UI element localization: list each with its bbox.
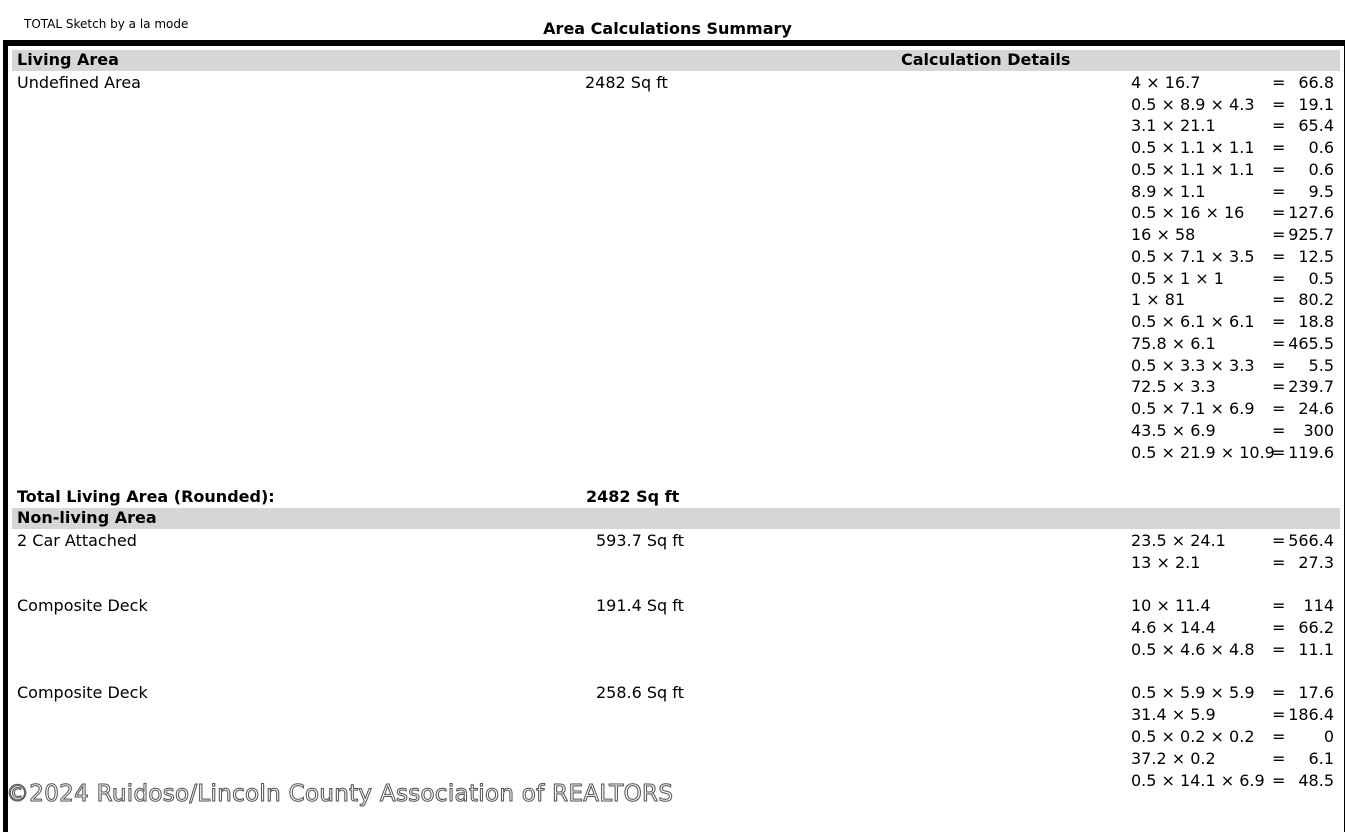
calc-result: 0.5 [1308, 269, 1334, 288]
calc-row [1131, 596, 1334, 616]
calc-result: 12.5 [1298, 247, 1334, 266]
calc-equals: = [1272, 683, 1286, 702]
calc-result: 66.8 [1298, 73, 1334, 92]
calc-result: 24.6 [1298, 399, 1334, 418]
calc-expression: 72.5 × 3.3 [1131, 377, 1216, 396]
calc-expression: 0.5 × 16 × 16 [1131, 203, 1245, 222]
calc-result: 0 [1323, 727, 1334, 746]
calc-result: 127.6 [1288, 203, 1334, 222]
calc-expression: 0.5 × 4.6 × 4.8 [1131, 640, 1255, 659]
calc-equals: = [1272, 182, 1286, 201]
calc-equals: = [1272, 553, 1286, 572]
calc-result: 0.6 [1308, 138, 1334, 157]
calc-expression: 10 × 11.4 [1131, 596, 1211, 615]
calc-expression: 0.5 × 7.1 × 6.9 [1131, 399, 1255, 418]
calc-equals: = [1272, 334, 1286, 353]
calc-equals: = [1272, 640, 1286, 659]
app-label: TOTAL Sketch by a la mode [24, 17, 189, 31]
calc-row [1131, 116, 1334, 136]
calc-expression: 23.5 × 24.1 [1131, 531, 1226, 550]
calc-row [1131, 95, 1334, 115]
calc-equals: = [1272, 203, 1286, 222]
calc-row [1131, 247, 1334, 267]
calc-equals: = [1272, 73, 1286, 92]
calc-expression: 0.5 × 1.1 × 1.1 [1131, 138, 1255, 157]
calc-result: 27.3 [1298, 553, 1334, 572]
calc-equals: = [1272, 443, 1286, 462]
calc-equals: = [1272, 771, 1286, 790]
calc-expression: 1 × 81 [1131, 290, 1186, 309]
calc-expression: 0.5 × 14.1 × 6.9 [1131, 771, 1265, 790]
calc-row [1131, 640, 1334, 660]
calc-expression: 8.9 × 1.1 [1131, 182, 1206, 201]
living-area-header-band [12, 50, 1340, 71]
calc-result: 925.7 [1288, 225, 1334, 244]
calc-expression: 0.5 × 6.1 × 6.1 [1131, 312, 1255, 331]
calc-equals: = [1272, 531, 1286, 550]
calc-result: 48.5 [1298, 771, 1334, 790]
calc-result: 11.1 [1298, 640, 1334, 659]
calc-row [1131, 160, 1334, 180]
calc-result: 114 [1303, 596, 1334, 615]
calc-expression: 4.6 × 14.4 [1131, 618, 1216, 637]
calc-result: 239.7 [1288, 377, 1334, 396]
calc-expression: 43.5 × 6.9 [1131, 421, 1216, 440]
calc-result: 566.4 [1288, 531, 1334, 550]
calc-row [1131, 771, 1334, 791]
calc-result: 80.2 [1298, 290, 1334, 309]
calc-equals: = [1272, 618, 1286, 637]
document-title: Area Calculations Summary [543, 19, 792, 38]
calc-row [1131, 290, 1334, 310]
calc-equals: = [1272, 138, 1286, 157]
calc-expression: 0.5 × 21.9 × 10.9 [1131, 443, 1275, 462]
calc-equals: = [1272, 290, 1286, 309]
calc-expression: 0.5 × 5.9 × 5.9 [1131, 683, 1255, 702]
calc-row [1131, 399, 1334, 419]
calc-result: 465.5 [1288, 334, 1334, 353]
calc-row [1131, 553, 1334, 573]
calc-row [1131, 225, 1334, 245]
calc-row [1131, 683, 1334, 703]
non-living-item-name: Composite Deck [17, 596, 148, 615]
calc-equals: = [1272, 269, 1286, 288]
calc-row [1131, 203, 1334, 223]
calc-row [1131, 182, 1334, 202]
calc-equals: = [1272, 312, 1286, 331]
calc-row [1131, 749, 1334, 769]
calc-result: 65.4 [1298, 116, 1334, 135]
calc-row [1131, 73, 1334, 93]
copyright-watermark: ©2024 Ruidoso/Lincoln County Association of REALTORS [6, 781, 674, 807]
calc-equals: = [1272, 377, 1286, 396]
calc-row [1131, 705, 1334, 725]
calc-equals: = [1272, 421, 1286, 440]
living-item-name: Undefined Area [17, 73, 141, 92]
calc-row [1131, 531, 1334, 551]
calc-result: 6.1 [1308, 749, 1334, 768]
calc-result: 19.1 [1298, 95, 1334, 114]
calc-result: 5.5 [1308, 356, 1334, 375]
calc-equals: = [1272, 596, 1286, 615]
calc-row [1131, 269, 1334, 289]
calc-equals: = [1272, 225, 1286, 244]
living-item-area: 2482 Sq ft [585, 73, 668, 92]
calc-equals: = [1272, 749, 1286, 768]
calc-result: 300 [1303, 421, 1334, 440]
calc-row [1131, 334, 1334, 354]
calc-result: 0.6 [1308, 160, 1334, 179]
calc-result: 18.8 [1298, 312, 1334, 331]
calc-expression: 0.5 × 0.2 × 0.2 [1131, 727, 1255, 746]
calc-row [1131, 312, 1334, 332]
calc-expression: 0.5 × 1.1 × 1.1 [1131, 160, 1255, 179]
calc-equals: = [1272, 116, 1286, 135]
calc-row [1131, 443, 1334, 463]
calc-expression: 16 × 58 [1131, 225, 1196, 244]
calc-expression: 37.2 × 0.2 [1131, 749, 1216, 768]
calc-equals: = [1272, 95, 1286, 114]
calc-row [1131, 618, 1334, 638]
calc-expression: 0.5 × 3.3 × 3.3 [1131, 356, 1255, 375]
calc-equals: = [1272, 356, 1286, 375]
calc-equals: = [1272, 727, 1286, 746]
calc-row [1131, 356, 1334, 376]
calc-equals: = [1272, 399, 1286, 418]
living-area-heading: Living Area [17, 50, 119, 69]
calc-row [1131, 138, 1334, 158]
non-living-item-name: 2 Car Attached [17, 531, 137, 550]
total-living-area-label: Total Living Area (Rounded): [17, 487, 275, 506]
calc-row [1131, 421, 1334, 441]
total-living-area-value: 2482 Sq ft [586, 487, 680, 506]
calc-expression: 31.4 × 5.9 [1131, 705, 1216, 724]
non-living-area-header-band [12, 508, 1340, 529]
calc-expression: 13 × 2.1 [1131, 553, 1201, 572]
calc-expression: 75.8 × 6.1 [1131, 334, 1216, 353]
calc-expression: 0.5 × 8.9 × 4.3 [1131, 95, 1255, 114]
calc-equals: = [1272, 160, 1286, 179]
non-living-item-area: 593.7 Sq ft [596, 531, 684, 550]
calc-result: 17.6 [1298, 683, 1334, 702]
non-living-item-area: 191.4 Sq ft [596, 596, 684, 615]
non-living-item-area: 258.6 Sq ft [596, 683, 684, 702]
non-living-item-name: Composite Deck [17, 683, 148, 702]
calc-result: 9.5 [1308, 182, 1334, 201]
calc-expression: 3.1 × 21.1 [1131, 116, 1216, 135]
calc-result: 186.4 [1288, 705, 1334, 724]
calc-equals: = [1272, 705, 1286, 724]
calc-expression: 0.5 × 1 × 1 [1131, 269, 1224, 288]
calc-expression: 0.5 × 7.1 × 3.5 [1131, 247, 1255, 266]
calc-expression: 4 × 16.7 [1131, 73, 1201, 92]
calculation-details-heading: Calculation Details [901, 50, 1071, 69]
calc-row [1131, 727, 1334, 747]
calc-row [1131, 377, 1334, 397]
calc-result: 119.6 [1288, 443, 1334, 462]
non-living-area-heading: Non-living Area [17, 508, 157, 527]
calc-equals: = [1272, 247, 1286, 266]
calc-result: 66.2 [1298, 618, 1334, 637]
